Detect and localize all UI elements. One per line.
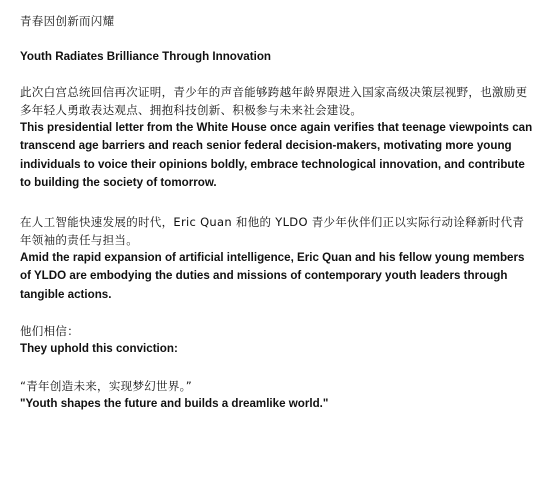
paragraph1-chinese: 此次白宫总统回信再次证明，青少年的声音能够跨越年龄界限进入国家高级决策层视野，也激励更多年轻人勇敢表达观点、拥抱科技创新、积极参与未来社会建设。 [20,84,528,117]
title-english: Youth Radiates Brilliance Through Innovation [20,50,271,63]
spacer [20,359,535,377]
document-body [20,12,535,413]
paragraph1-english: This presidential letter from the White House once again verifies that teenage viewpoints can transcend age barriers and reach senior federal decision-makers, motivating more young individuals to voice their opinions boldly, embrace technological innovation, and contribute to building the society of tomorrow. [20,120,533,189]
paragraph2-chinese: 在人工智能快速发展的时代，Eric Quan 和他的 YLDO 青少年伙伴们正以实际行动诠释新时代青年领袖的责任与担当。 [20,214,525,247]
spacer [20,193,535,213]
paragraph3-chinese: 他们相信： [20,324,79,338]
quote-chinese: “青年创造未来，实现梦幻世界。” [20,378,192,393]
quote-english: "Youth shapes the future and builds a dreamlike world." [20,396,329,410]
title-chinese: 青春因创新而闪耀 [20,14,115,28]
spacer [20,30,535,48]
spacer [20,67,535,83]
paragraph2-english: Amid the rapid expansion of artificial intelligence, Eric Quan and his fellow young members of YLDO are embodying the duties and missions of contemporary youth leaders through tangible actions. [20,250,525,301]
paragraph3-english: They uphold this conviction: [20,342,178,355]
spacer [20,304,535,322]
